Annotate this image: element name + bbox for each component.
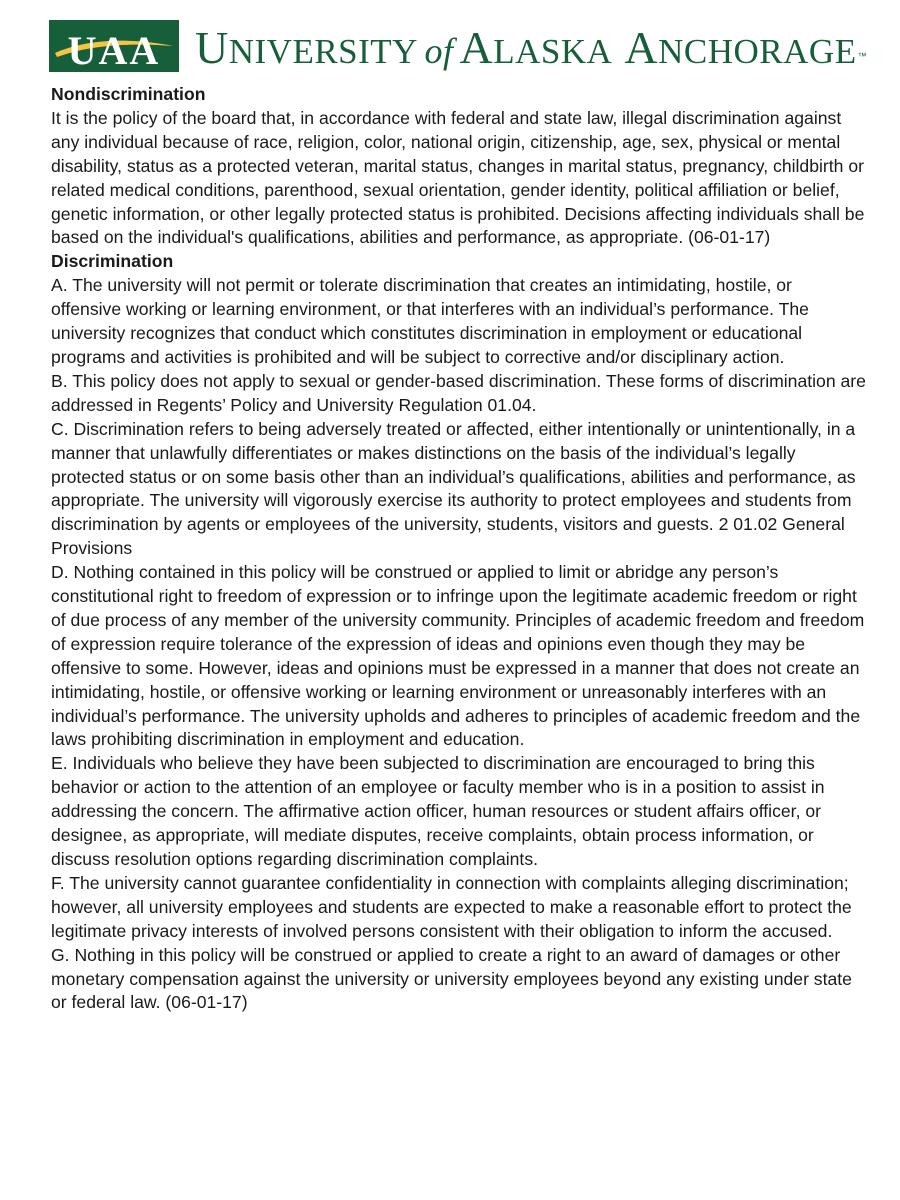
paragraph-a: A. The university will not permit or tolerate discrimination that creates an intimidating, hostile, or offensive working or learning environment, or that interferes with an individual’s performance. The university recognizes that conduct which constitutes discrimination in employment or educational programs and activities is prohibited and will be subject to corrective and/or disciplinary action.	[51, 275, 809, 367]
uaa-logo	[49, 20, 179, 72]
trademark-symbol: ™	[857, 51, 868, 61]
paragraph-d: D. Nothing contained in this policy will be construed or applied to limit or abridge any person’s constitutional right to freedom of expression or to infringe upon the legitimate academic freedom or right of due process of any member of the university community. Principles of academic freedom and freedom of expression require tolerance of the expression of ideas and opinions even though they may be offensive to some. However, ideas and opinions must be expressed in a manner that does not create an intimidating, hostile, or offensive working or learning environment or unreasonably interferes with an individual’s performance. The university upholds and adheres to principles of academic freedom and the laws prohibiting discrimination in employment and education.	[51, 562, 865, 750]
header	[49, 20, 868, 73]
wordmark-a2: A	[624, 22, 659, 73]
university-wordmark	[195, 22, 867, 74]
wordmark-niversity: NIVERSITY	[228, 32, 418, 71]
paragraph-nondiscrimination: It is the policy of the board that, in accordance with federal and state law, illegal discrimination against any individual because of race, religion, color, national origin, citizenship, age, sex, physical or mental disability, status as a protected veteran, marital status, changes in marital status, pregnancy, childbirth or related medical conditions, parenthood, sexual orientation, gender identity, political affiliation or belief, genetic information, or other legally protected status is prohibited. Decisions affecting individuals shall be based on the individual's qualifications, abilities and performance, as appropriate. (06-01-17)	[51, 107, 865, 248]
section-heading-nondiscrimination: Nondiscrimination	[51, 84, 206, 104]
paragraph-g: G. Nothing in this policy will be construed or applied to create a right to an award of damages or other monetary compensation against the university or university employees beyond any existing under state or federal law. (06-01-17)	[51, 944, 852, 1013]
paragraph-c: C. Discrimination refers to being adversely treated or affected, either intentionally or unintentionally, in a manner that unlawfully differentiates or makes distinctions on the basis of the individual’s legally protected status or on some basis other than an individual’s qualifications, abilities and performance, as appropriate. The university will vigorously exercise its authority to protect employees and students from discrimination by agents or employees of the university, students, visitors and guests. 2 01.02 General Provisions	[51, 418, 856, 559]
paragraph-f: F. The university cannot guarantee confidentiality in connection with complaints alleging discrimination; however, all university employees and students are expected to make a reasonable effort to protect the legitimate privacy interests of involved persons consistent with their obligation to inform the accused.	[51, 872, 852, 941]
wordmark-a1: A	[459, 22, 494, 73]
paragraph-b: B. This policy does not apply to sexual or gender-based discrimination. These forms of discrimination are addressed in Regents’ Policy and University Regulation 01.04.	[51, 370, 866, 415]
wordmark-of: of	[424, 31, 454, 71]
uaa-logo-text: UAA	[67, 28, 161, 72]
wordmark-nchorage: NCHORAGE	[658, 32, 857, 71]
wordmark-u: U	[195, 22, 229, 73]
policy-content	[51, 83, 866, 1015]
section-heading-discrimination: Discrimination	[51, 251, 174, 272]
uaa-logo-mark	[49, 20, 179, 72]
paragraph-e: E. Individuals who believe they have been subjected to discrimination are encouraged to bring this behavior or action to the attention of an employee or faculty member who is in a position to assist in addressing the concern. The affirmative action officer, human resources or student affairs officer, or designee, as appropriate, will mediate disputes, receive complaints, obtain process information, or discuss resolution options regarding discrimination complaints.	[51, 753, 825, 869]
wordmark-laska: LASKA	[493, 32, 613, 71]
